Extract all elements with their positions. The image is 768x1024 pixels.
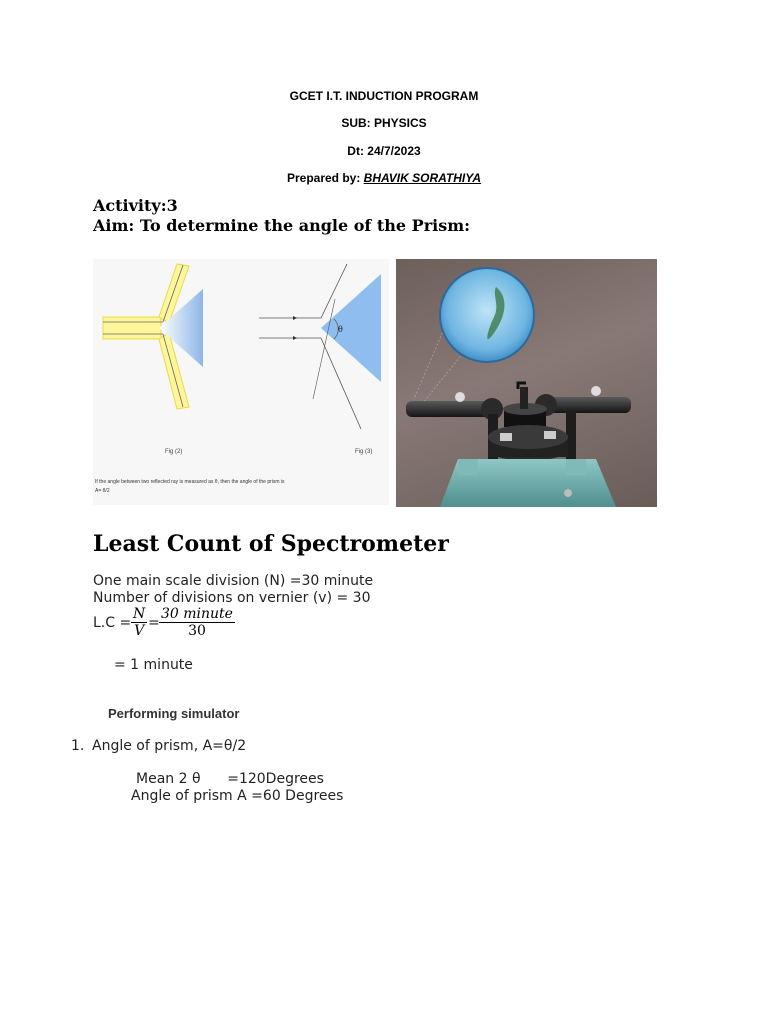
list-item-number: 1. — [71, 738, 85, 754]
aim-text: Aim: To determine the angle of the Prism: — [93, 216, 471, 235]
subject-line: SUB: PHYSICS — [341, 116, 427, 130]
eyepiece-view — [440, 268, 534, 362]
author-name: BHAVIK SORATHIYA — [363, 171, 482, 185]
simulator-heading: Performing simulator — [108, 706, 240, 721]
prepared-by-label: Prepared by: — [286, 171, 361, 185]
angle-of-prism-formula: Angle of prism, A=θ/2 — [92, 738, 247, 754]
least-count-heading: Least Count of Spectrometer — [93, 531, 449, 557]
prism-diagram-figure — [93, 259, 389, 505]
activity-title: Activity:3 — [93, 196, 178, 215]
fraction-n-over-v — [131, 606, 147, 639]
prism-fig3 — [321, 274, 381, 382]
spectrometer-photo — [396, 259, 657, 507]
fraction-30min-over-30 — [159, 606, 235, 639]
vernier-divisions-line: Number of divisions on vernier (v) = 30 — [93, 590, 371, 606]
equals-sign: = — [148, 615, 160, 631]
incident-beam — [103, 317, 161, 339]
theta-label: θ — [338, 325, 343, 334]
prepared-by-line — [0, 171, 768, 185]
main-scale-line: One main scale division (N) =30 minute — [93, 573, 374, 589]
fraction-numerator-n: N — [133, 606, 146, 622]
date-line: Dt: 24/7/2023 — [347, 144, 421, 158]
figure-caption-line1: If the angle between two reflected ray is measured as θ, then the angle of the prism is — [95, 479, 285, 485]
mean-two-theta-line: Mean 2 θ =120Degrees — [136, 771, 324, 787]
fig3-label: Fig (3) — [355, 449, 373, 455]
prism-diagram — [93, 259, 389, 505]
figure-caption-line2: A= θ/2 — [95, 488, 110, 494]
angle-of-prism-result: Angle of prism A =60 Degrees — [131, 788, 344, 804]
spectrometer-illustration — [396, 259, 657, 507]
lc-prefix: L.C = — [93, 615, 132, 631]
fraction-denominator-v: V — [134, 623, 145, 639]
fraction-denominator-30: 30 — [188, 623, 206, 639]
fig2-label: Fig (2) — [165, 449, 183, 455]
fraction-numerator-30-minute: 30 minute — [161, 606, 233, 622]
program-title: GCET I.T. INDUCTION PROGRAM — [289, 89, 479, 103]
least-count-result: = 1 minute — [114, 657, 193, 673]
